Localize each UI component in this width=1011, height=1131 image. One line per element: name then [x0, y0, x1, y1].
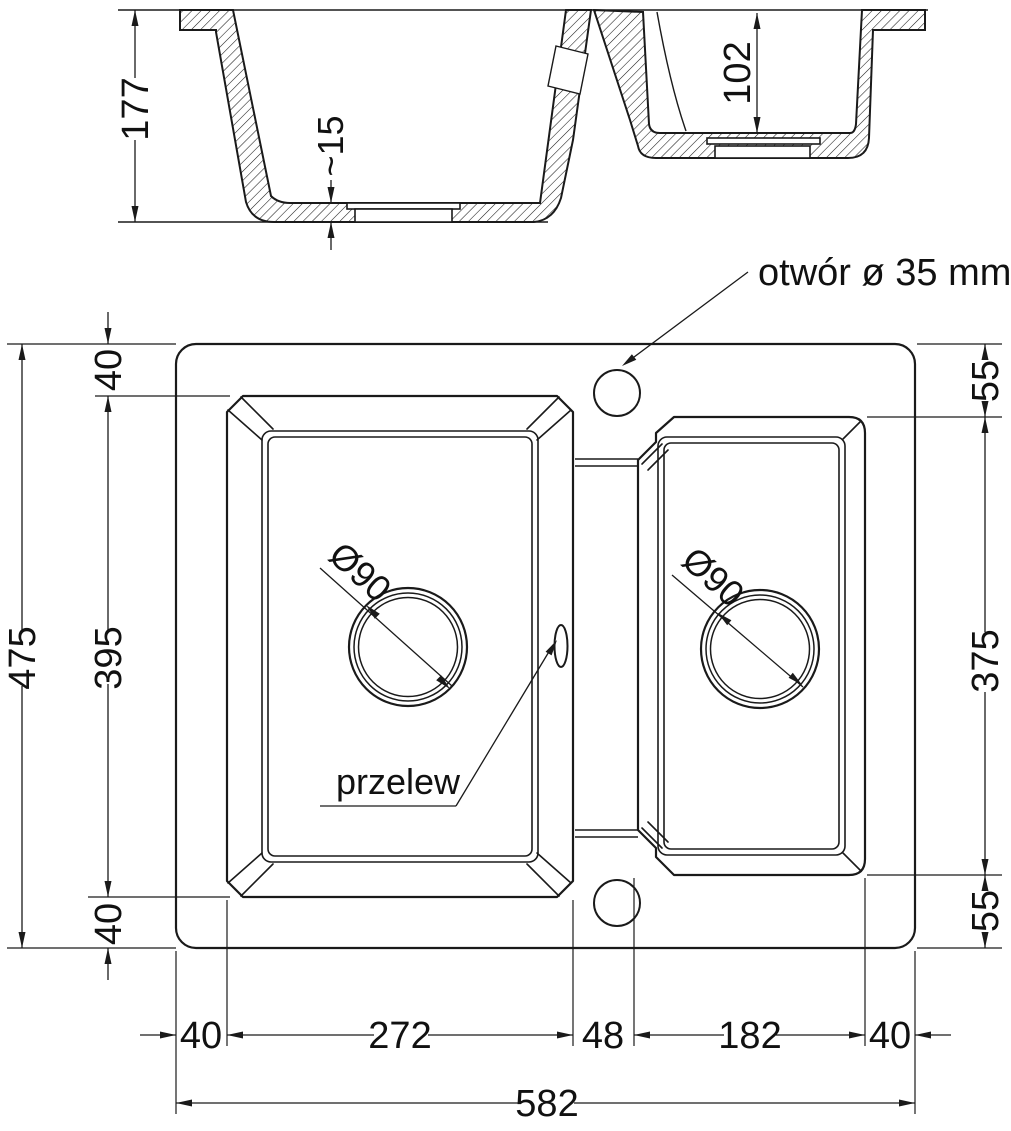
dim-small-bowl-depth: 102 — [717, 41, 759, 105]
dim-small-bowl-height: 375 — [965, 629, 1007, 693]
plan-small-bowl — [638, 417, 865, 875]
label-faucet-hole: otwór ø 35 mm — [758, 252, 1011, 294]
dim-total-height: 475 — [2, 626, 44, 690]
faucet-hole-bottom — [594, 880, 640, 926]
dim-total-width: 582 — [515, 1083, 579, 1125]
faucet-hole-top — [594, 370, 640, 416]
dim-left-margin: 40 — [179, 1015, 223, 1057]
section-drain-recess-small — [707, 138, 820, 158]
dim-drain-small: Ø90 — [674, 538, 753, 615]
plan-main-bowl — [227, 396, 573, 897]
dim-main-bowl-height: 395 — [88, 626, 130, 690]
dim-floor-thickness: ~15 — [310, 115, 351, 177]
plan-sink-outline — [176, 344, 915, 948]
section-overflow-channel — [548, 46, 588, 94]
label-overflow: przelew — [336, 761, 461, 802]
plan-view — [2, 252, 1011, 1125]
section-drain-recess-main — [347, 203, 460, 222]
dim-main-bowl-width: 272 — [368, 1015, 432, 1057]
dim-bottom-margin: 40 — [88, 902, 130, 946]
plan-divider-channel — [575, 459, 638, 837]
section-inner-edge-line — [657, 12, 686, 131]
section-small-bowl-wall — [594, 10, 925, 158]
section-view — [115, 10, 928, 250]
dim-top-margin: 40 — [88, 348, 130, 392]
overflow-slot — [555, 625, 568, 667]
dim-small-bowl-top-offset: 55 — [965, 359, 1007, 403]
dim-small-bowl-width: 182 — [718, 1015, 782, 1057]
dim-drain-main: Ø90 — [321, 533, 400, 610]
section-main-bowl-wall — [180, 10, 591, 222]
main-bowl-corner-chamfers — [228, 397, 571, 896]
dim-divider-width: 48 — [581, 1015, 625, 1057]
dim-total-depth: 177 — [115, 77, 157, 141]
small-bowl-corner-chamfers — [642, 421, 861, 871]
dim-small-bowl-bottom-offset: 55 — [965, 889, 1007, 933]
callout-faucet-hole — [622, 272, 748, 366]
extension-lines — [7, 344, 1002, 1114]
dim-right-margin: 40 — [868, 1015, 912, 1057]
